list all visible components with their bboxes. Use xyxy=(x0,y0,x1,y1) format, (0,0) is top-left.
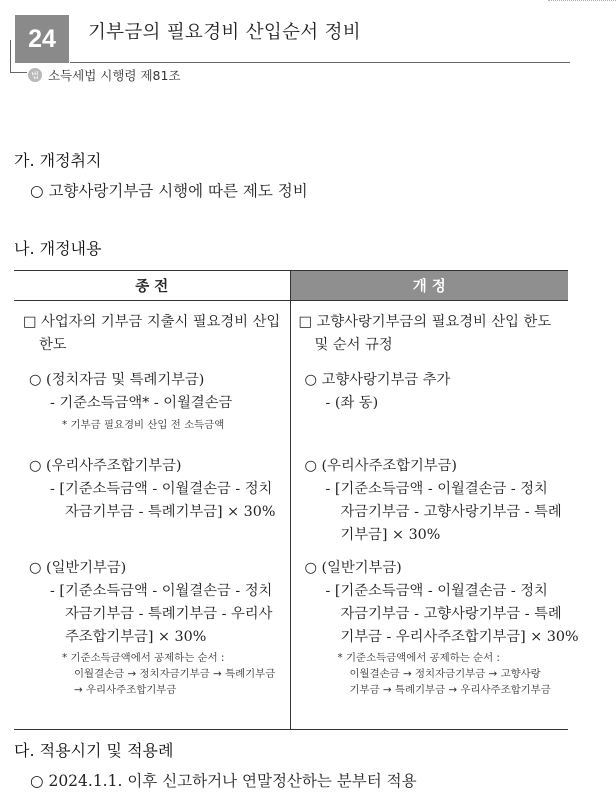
after-intro-line-1: □ 고향사랑기부금의 필요경비 산입 한도 xyxy=(298,314,552,330)
comparison-table xyxy=(14,270,579,730)
after-group2-line-1: - [기준소득금액 - 이월결손금 - 정치 xyxy=(325,481,548,497)
section-heading-purpose: 가. 개정취지 xyxy=(14,151,102,170)
after-intro-line-2: 및 순서 규정 xyxy=(314,337,393,353)
law-reference xyxy=(28,66,181,84)
before-group2-line-2: 자금기부금 - 특례기부금] × 30% xyxy=(65,504,276,520)
before-group3-note-2: 이월결손금 → 정치자금기부금 → 특례기부금 xyxy=(74,668,276,680)
after-group3-line-3: 기부금 - 우리사주조합기부금] × 30% xyxy=(340,629,579,645)
after-cell xyxy=(290,301,579,730)
after-group1-title: ○ 고향사랑기부금 추가 xyxy=(304,372,451,388)
after-group2-line-3: 기부금] × 30% xyxy=(340,527,441,543)
purpose-bullet: ○ 고향사랑기부금 시행에 따른 제도 정비 xyxy=(30,182,308,200)
after-group3-note-3: 기부금 → 특례기부금 → 우리사주조합기부금 xyxy=(349,684,551,696)
after-group3-line-1: - [기준소득금액 - 이월결손금 - 정치 xyxy=(325,583,548,599)
law-icon: 법 xyxy=(28,68,42,82)
after-group3-title: ○ (일반기부금) xyxy=(304,560,402,576)
after-group3-note-2: 이월결손금 → 정치자금기부금 → 고향사랑 xyxy=(349,668,541,680)
before-group2-title: ○ (우리사주조합기부금) xyxy=(29,458,182,474)
before-group2-line-1: - [기준소득금액 - 이월결손금 - 정치 xyxy=(50,481,273,497)
after-group1-line: - (좌 동) xyxy=(325,395,379,411)
before-cell xyxy=(14,301,290,730)
title-underline xyxy=(70,62,570,63)
after-group2-line-2: 자금기부금 - 고향사랑기부금 - 특례 xyxy=(340,504,562,520)
column-header-before: 종 전 xyxy=(14,271,290,301)
page-corner-mark xyxy=(548,0,616,6)
section-heading-content: 나. 개정내용 xyxy=(14,239,102,258)
before-group3-note-3: → 우리사주조합기부금 xyxy=(74,684,177,696)
column-header-after: 개 정 xyxy=(290,271,568,301)
page-title: 기부금의 필요경비 산입순서 정비 xyxy=(88,22,361,43)
after-group2-title: ○ (우리사주조합기부금) xyxy=(304,458,457,474)
effective-date-bullet: ○ 2024.1.1. 이후 신고하거나 연말정산하는 분부터 적용 xyxy=(30,772,417,790)
after-group3-note-1: * 기준소득금액에서 공제하는 순서 : xyxy=(337,652,500,664)
before-group3-line-3: 주조합기부금] × 30% xyxy=(65,629,207,645)
before-group3-line-1: - [기준소득금액 - 이월결손금 - 정치 xyxy=(50,583,273,599)
before-group3-line-2: 자금기부금 - 특례기부금 - 우리사 xyxy=(65,606,273,622)
after-group3-line-2: 자금기부금 - 고향사랑기부금 - 특례 xyxy=(340,606,562,622)
before-intro-line-1: □ 사업자의 기부금 지출시 필요경비 산입 xyxy=(23,314,281,330)
before-group3-note-1: * 기준소득금액에서 공제하는 순서 : xyxy=(62,652,225,664)
before-group1-note: * 기부금 필요경비 산입 전 소득금액 xyxy=(62,419,225,431)
before-intro-line-2: 한도 xyxy=(39,337,67,353)
before-group1-line: - 기준소득금액* - 이월결손금 xyxy=(50,395,233,411)
section-heading-effective-date: 다. 적용시기 및 적용례 xyxy=(14,741,174,760)
before-group1-title: ○ (정치자금 및 특례기부금) xyxy=(29,372,205,388)
law-reference-text: 소득세법 시행령 제81조 xyxy=(48,68,181,83)
before-group3-title: ○ (일반기부금) xyxy=(29,560,127,576)
item-number-badge: 24 xyxy=(15,15,69,63)
